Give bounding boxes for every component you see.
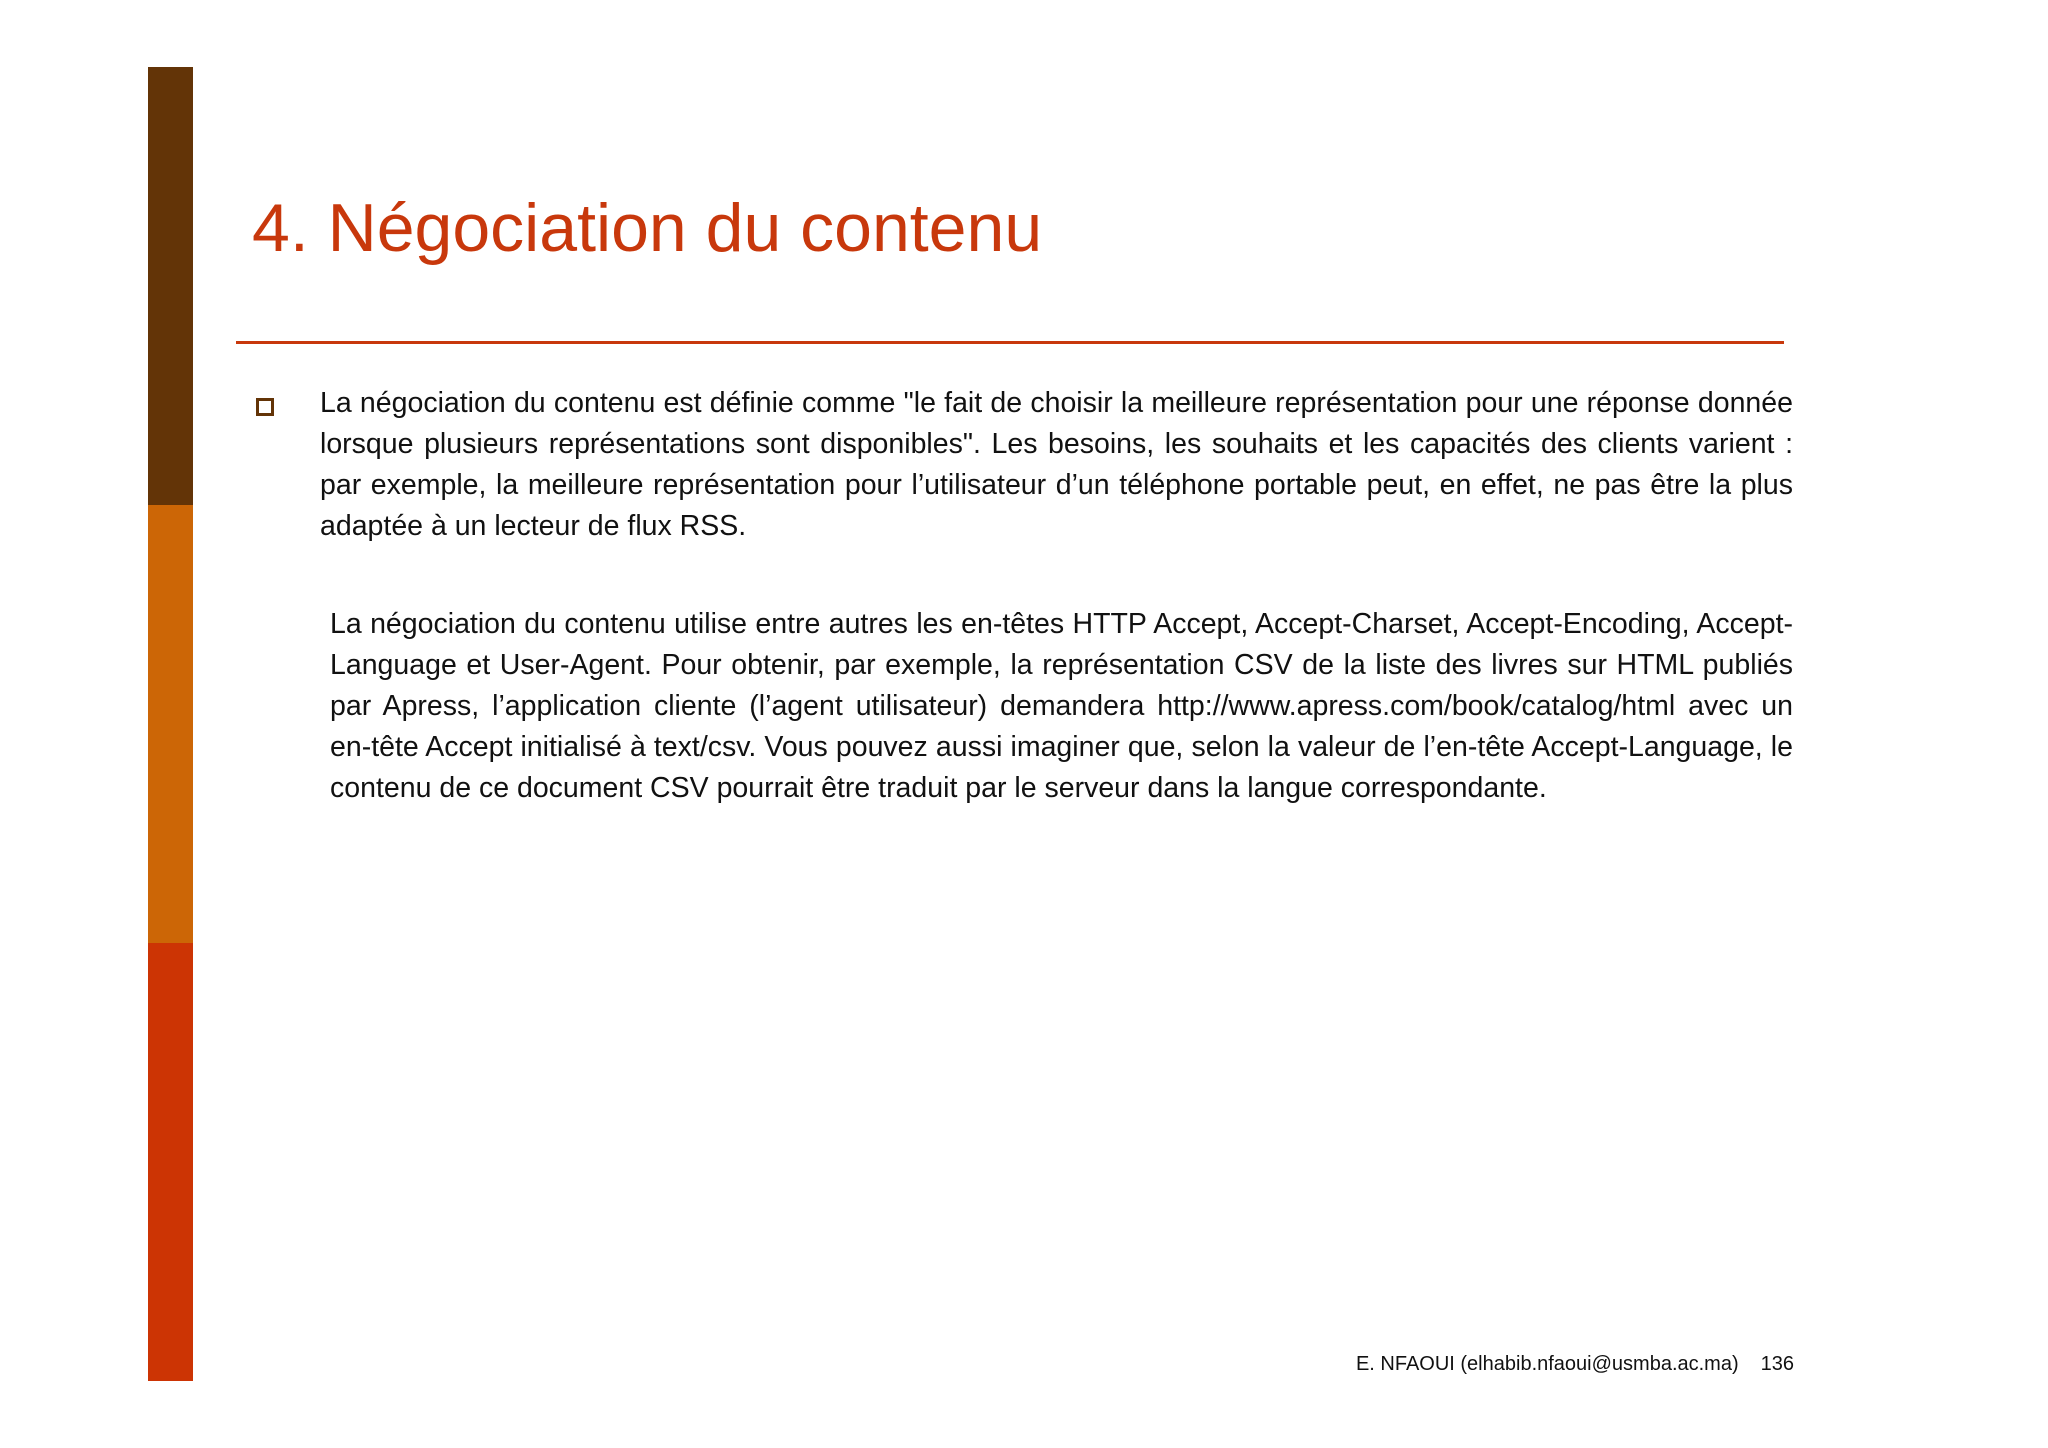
square-bullet-icon xyxy=(256,398,274,416)
paragraph-definition: La négociation du contenu est définie comme "le fait de choisir la meilleure représentation pour une réponse donnée lorsque plusieurs représentations sont disponibles". Les besoins, les souhaits et les capacités des clients varient : par exemple, la meilleure représentation pour l’utilisateur d’un téléphone portable peut, en effet, ne pas être la plus adaptée à un lecteur de flux RSS. xyxy=(320,387,1793,542)
footer-author: E. NFAOUI (elhabib.nfaoui@usmba.ac.ma) xyxy=(1355,1353,1739,1375)
side-bar-segment-top xyxy=(148,67,193,505)
side-bar-segment-middle xyxy=(148,505,193,943)
slide-title: 4. Négociation du contenu xyxy=(252,190,1043,266)
side-bar-segment-bottom xyxy=(148,943,193,1381)
title-underline xyxy=(236,341,1784,344)
slide-footer xyxy=(1356,1350,1794,1378)
page-number: 136 xyxy=(1760,1353,1794,1375)
paragraph-http-headers: La négociation du contenu utilise entre autres les en-têtes HTTP Accept, Accept-Charset, Accept-Encoding, Accept-Language et User-Agent. Pour obtenir, par exemple, la représentation CSV de la liste des livres sur HTML publiés par Apress, l’application cliente (l’agent utilisateur) demandera http://www.apress.com/book/catalog/html avec un en-tête Accept initialisé à text/csv. Vous pouvez aussi imaginer que, selon la valeur de l’en-tête Accept-Language, le contenu de ce document CSV pourrait être traduit par le serveur dans la langue correspondante. xyxy=(330,608,1793,804)
side-color-bar xyxy=(148,67,193,1381)
